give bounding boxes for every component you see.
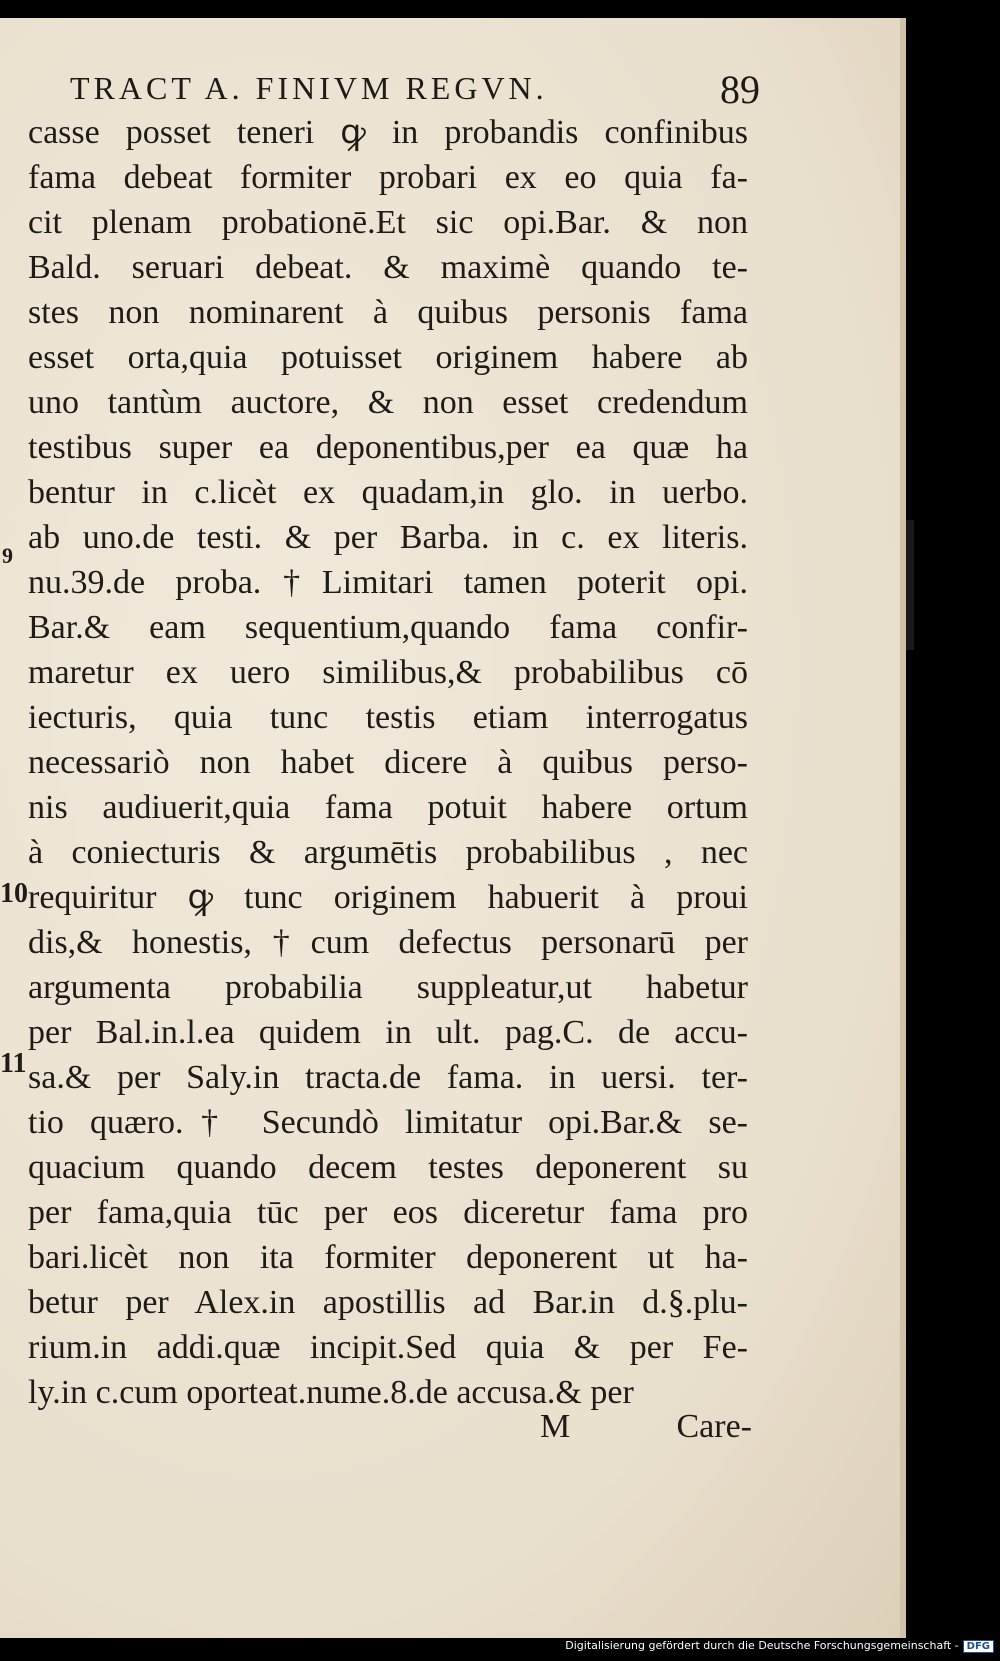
text-line: per fama,quia tūc per eos diceretur fama pro (28, 1194, 748, 1231)
text-line: esset orta,quia potuisset originem habere ab (28, 339, 748, 376)
text-line: iecturis, quia tunc testis etiam interrogatus (28, 699, 748, 736)
digitization-credit (565, 1639, 994, 1653)
margin-note-9: 9 (2, 543, 13, 568)
text-line: Bar.& eam sequentium,quando fama confir- (28, 609, 748, 646)
text-line: betur per Alex.in apostillis ad Bar.in d.§.plu- (28, 1284, 748, 1321)
credit-text: Digitalisierung gefördert durch die Deutsche Forschungsgemeinschaft - (565, 1639, 959, 1652)
folio-number: 89 (720, 67, 760, 112)
text-line: nis audiuerit,quia fama potuit habere ortum (28, 789, 748, 826)
dfg-logo: DFG (963, 1640, 994, 1653)
catchword: Care- (676, 1408, 752, 1445)
page-edge-shadow (906, 520, 914, 650)
text-line: sa.& per Saly.in tracta.de fama. in uersi. ter- (28, 1059, 748, 1096)
page-header (70, 67, 760, 114)
text-line: stes non nominarent à quibus personis fama (28, 294, 748, 331)
text-line: argumenta probabilia suppleatur,ut habetur (28, 969, 748, 1006)
text-line: testibus super ea deponentibus,per ea quæ ha (28, 429, 748, 466)
text-line: per Bal.in.l.ea quidem in ult. pag.C. de accu- (28, 1014, 748, 1051)
text-line: quacium quando decem testes deponerent su (28, 1149, 748, 1186)
text-line: ly.in c.cum oporteat.nume.8.de accusa.& per (28, 1374, 634, 1411)
text-line: tio quæro.† Secundò limitatur opi.Bar.& se- (28, 1104, 748, 1141)
text-line: cit plenam probationē.Et sic opi.Bar. & non (28, 204, 748, 241)
text-line: fama debeat formiter probari ex eo quia fa- (28, 159, 748, 196)
text-line: requiritur ꝙ tunc originem habuerit à proui (28, 879, 748, 916)
text-line: Bald. seruari debeat. & maximè quando te- (28, 249, 748, 286)
text-line: bentur in c.licèt ex quadam,in glo. in uerbo. (28, 474, 748, 511)
text-line: bari.licèt non ita formiter deponerent ut ha- (28, 1239, 748, 1276)
text-line: à coniecturis & argumētis probabilibus , nec (28, 834, 748, 871)
text-line: dis,& honestis,†cum defectus personarū per (28, 924, 748, 961)
text-line: nu.39.de proba.†Limitari tamen poterit opi. (28, 564, 748, 601)
text-line: ab uno.de testi. & per Barba. in c. ex literis. (28, 519, 748, 556)
running-title: TRACT A. FINIVM REGVN. (70, 70, 548, 106)
text-line: casse posset teneri ꝙ in probandis confinibus (28, 114, 748, 151)
margin-note-10: 10 (0, 878, 28, 909)
text-line: uno tantùm auctore, & non esset credendum (28, 384, 748, 421)
main-text-block (28, 110, 748, 1415)
signature-mark: M (540, 1408, 571, 1445)
book-page (0, 18, 906, 1638)
margin-note-11: 11 (0, 1048, 27, 1079)
catchline (540, 1408, 752, 1453)
text-line: rium.in addi.quæ incipit.Sed quia & per Fe- (28, 1329, 748, 1366)
text-line: necessariò non habet dicere à quibus perso- (28, 744, 748, 781)
text-line: maretur ex uero similibus,& probabilibus cō (28, 654, 748, 691)
